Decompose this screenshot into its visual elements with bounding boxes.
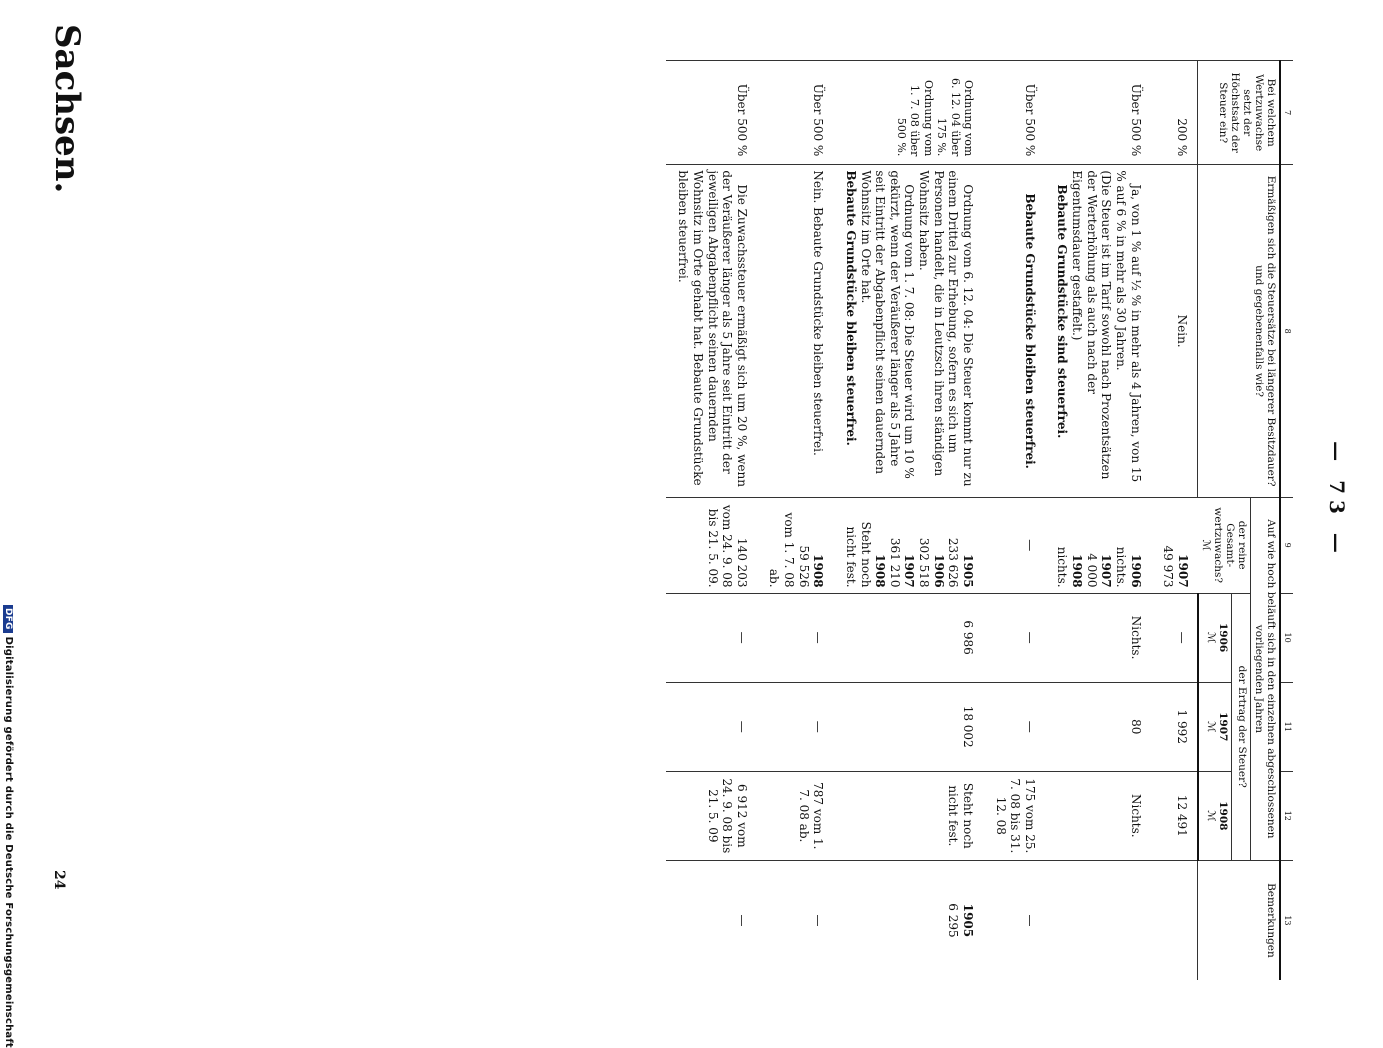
yield-1907-cell: —	[757, 682, 834, 771]
yield-1908-cell: 6 912 vom 24. 9. 08 bis 21. 5. 09	[666, 771, 757, 860]
gain-value: 1907	[1175, 554, 1190, 588]
table-row	[1151, 61, 1198, 981]
reduction-text: Ordnung vom 6. 12. 04: Die Steuer kommt nur zu einem Drittel zur Erhebung, sofern es sich um Personen handelt, die in Leutzsch ihren ständigen Wohnsitz haben.	[917, 170, 975, 487]
reduction-text: Bebaute Grundstücke bleiben steuerfrei.	[844, 170, 858, 446]
column-number: 11	[1280, 682, 1293, 771]
year-label: 1907	[1216, 712, 1229, 742]
reduction-cell	[1045, 165, 1151, 498]
gain-value: 1906	[1128, 554, 1143, 588]
gain-value: 4 000	[1084, 553, 1099, 588]
gain-value: vom 24. 9. 08 bis 21. 5. 09.	[705, 504, 735, 588]
threshold-cell: Über 500 %	[983, 61, 1045, 165]
yield-1906-cell: 6 986	[833, 593, 983, 682]
yield-1908-cell: Nichts.	[1045, 771, 1151, 860]
yield-1908-cell: 12 491	[1151, 771, 1198, 860]
yield-1907-cell: 80	[1045, 682, 1151, 771]
reduction-text: Ordnung vom 1. 7. 08: Die Steuer wird um 10 % gekürzt, wenn der Veräußerer länger als 5 Jahre seit Eintritt der Abgabenpflicht seinen dauernden Wohnsitz im Orte hat.	[858, 170, 917, 479]
reduction-text: (Die Steuer ist im Tarif sowohl nach Prozentsätzen der Werterhöhung als auch nach der Eigentumsdauer gestaffelt.)	[1070, 170, 1114, 480]
column-number: 13	[1280, 860, 1293, 980]
threshold-cell: Über 500 %	[1045, 61, 1151, 165]
header-col8: Ermäßigen sich die Steuersätze bei längerer Besitzdauer? und gegebenenfalls wie?	[1198, 165, 1280, 498]
reduction-cell	[833, 165, 983, 498]
table-row	[833, 61, 983, 981]
yield-1906-cell: —	[1151, 593, 1198, 682]
table-row	[983, 61, 1045, 981]
column-number: 9	[1280, 497, 1293, 593]
year-label: 1908	[1216, 801, 1229, 831]
header-group-10-12: der Ertrag der Steuer?	[1231, 593, 1250, 860]
gain-value: 361 210	[887, 537, 902, 588]
threshold-cell: Über 500 %	[666, 61, 757, 165]
column-number: 12	[1280, 771, 1293, 860]
column-number: 7	[1280, 61, 1293, 165]
gain-value: Steht noch nicht fest.	[844, 521, 873, 588]
header-year	[1198, 682, 1231, 771]
yield-1908-cell: Steht noch nicht fest.	[833, 771, 983, 860]
state-title: Sachsen.	[47, 24, 87, 194]
remarks-cell: —	[666, 860, 757, 980]
yield-1906-cell: Nichts.	[1045, 593, 1151, 682]
reduction-text: Ja, von 1 % auf ½ % in mehr als 4 Jahren, von 15 % auf 6 % in mehr als 30 Jahren.	[1114, 170, 1143, 483]
header-col9	[1198, 497, 1251, 593]
gain-value: 1908	[1070, 554, 1085, 588]
yield-1907-cell: 1 992	[1151, 682, 1198, 771]
yield-1907-cell: 18 002	[833, 682, 983, 771]
reduction-cell: Bebaute Grundstücke bleiben steuerfrei.	[983, 165, 1045, 498]
yield-1908-cell: 787 vom 1. 7. 08 ab.	[757, 771, 834, 860]
table-row	[666, 61, 757, 981]
yield-1906-cell: —	[666, 593, 757, 682]
remarks-value: 6 295	[946, 903, 961, 938]
gain-value: 59 526	[796, 545, 811, 588]
header-year	[1198, 771, 1231, 860]
column-number: 8	[1280, 165, 1293, 498]
remarks-cell: —	[983, 860, 1045, 980]
column-number: 10	[1280, 593, 1293, 682]
threshold-cell: 200 %	[1151, 61, 1198, 165]
column-number-row	[1280, 61, 1293, 981]
yield-1906-cell: —	[983, 593, 1045, 682]
digitization-footer	[3, 605, 14, 1048]
header-col7: Bei welchem Wertzuwachse setzt der Höchstsatz der Steuer ein?	[1198, 61, 1280, 165]
remarks-cell: —	[757, 860, 834, 980]
gain-cell	[833, 497, 983, 593]
reduction-text: Bebaute Grundstücke sind steuerfrei.	[1055, 184, 1070, 439]
gain-cell: —	[983, 497, 1045, 593]
footer-text: Digitalisierung gefördert durch die Deutsche Forschungsgemeinschaft	[3, 636, 14, 1048]
remarks-cell	[1045, 860, 1151, 980]
unit-symbol: ℳ	[1204, 631, 1217, 644]
reduction-cell: Nein. Bebaute Grundstücke bleiben steuerfrei.	[757, 165, 834, 498]
remarks-cell	[833, 860, 983, 980]
gain-cell	[757, 497, 834, 593]
gain-value: nichts.	[1114, 546, 1128, 588]
gain-cell	[1045, 497, 1151, 593]
gain-value: 1905	[961, 554, 975, 588]
threshold-cell: Ordnung vom 6. 12. 04 über 175 %. Ordnung vom 1. 7. 08 über 500 %.	[833, 61, 983, 165]
yield-1906-cell: —	[757, 593, 834, 682]
header-col13: Bemerkungen	[1198, 860, 1280, 980]
unit-symbol: ℳ	[1199, 539, 1212, 551]
header-col9-label: der reine Gesamt-wertzuwachs?	[1212, 507, 1249, 584]
gain-value: 233 626	[946, 537, 961, 588]
page-number: — 73 —	[1325, 441, 1349, 559]
gain-cell	[1151, 497, 1198, 593]
gain-cell	[666, 497, 757, 593]
gain-value: 140 203	[734, 537, 749, 588]
gain-value: 1908	[873, 554, 888, 588]
year-label: 1906	[1216, 622, 1229, 653]
gain-value: 302 518	[917, 537, 932, 588]
remarks-cell	[1151, 860, 1198, 980]
tax-table	[666, 60, 1293, 980]
gain-value: 1906	[931, 554, 946, 588]
header-row	[1251, 61, 1281, 981]
gain-value: nichts.	[1055, 546, 1070, 588]
gain-value: 1908	[811, 554, 826, 588]
table-row	[757, 61, 834, 981]
gain-value: vom 1. 7. 08 ab.	[767, 512, 797, 588]
reduction-cell: Nein.	[1151, 165, 1198, 498]
reduction-cell: Die Zuwachssteuer ermäßigt sich um 20 %, wenn der Veräußerer länger als 5 Jahre seit Eintritt der jeweiligen Abgabenpflicht seinen dauernden Wohnsitz im Orte gehabt hat. Bebaute Grundstücke bleiben steuerfrei.	[666, 165, 757, 498]
yield-1907-cell: —	[983, 682, 1045, 771]
gain-value: 1907	[902, 554, 917, 588]
yield-1908-cell: 175 vom 25. 7. 08 bis 31. 12. 08	[983, 771, 1045, 860]
unit-symbol: ℳ	[1204, 721, 1217, 733]
table-row	[1045, 61, 1151, 981]
yield-1907-cell: —	[666, 682, 757, 771]
header-group-9-12: Auf wie hoch beläuft sich in den einzelnen abgeschlossenen vorliegenden Jahren	[1251, 497, 1281, 860]
remarks-value: 1905	[961, 903, 975, 938]
gain-value: 49 973	[1161, 545, 1176, 588]
dfg-logo: DFG	[3, 605, 13, 633]
threshold-cell: Über 500 %	[757, 61, 834, 165]
signature-mark: 24	[51, 870, 67, 890]
gain-value: 1907	[1099, 554, 1114, 588]
unit-symbol: ℳ	[1204, 810, 1217, 822]
header-year	[1198, 593, 1231, 682]
